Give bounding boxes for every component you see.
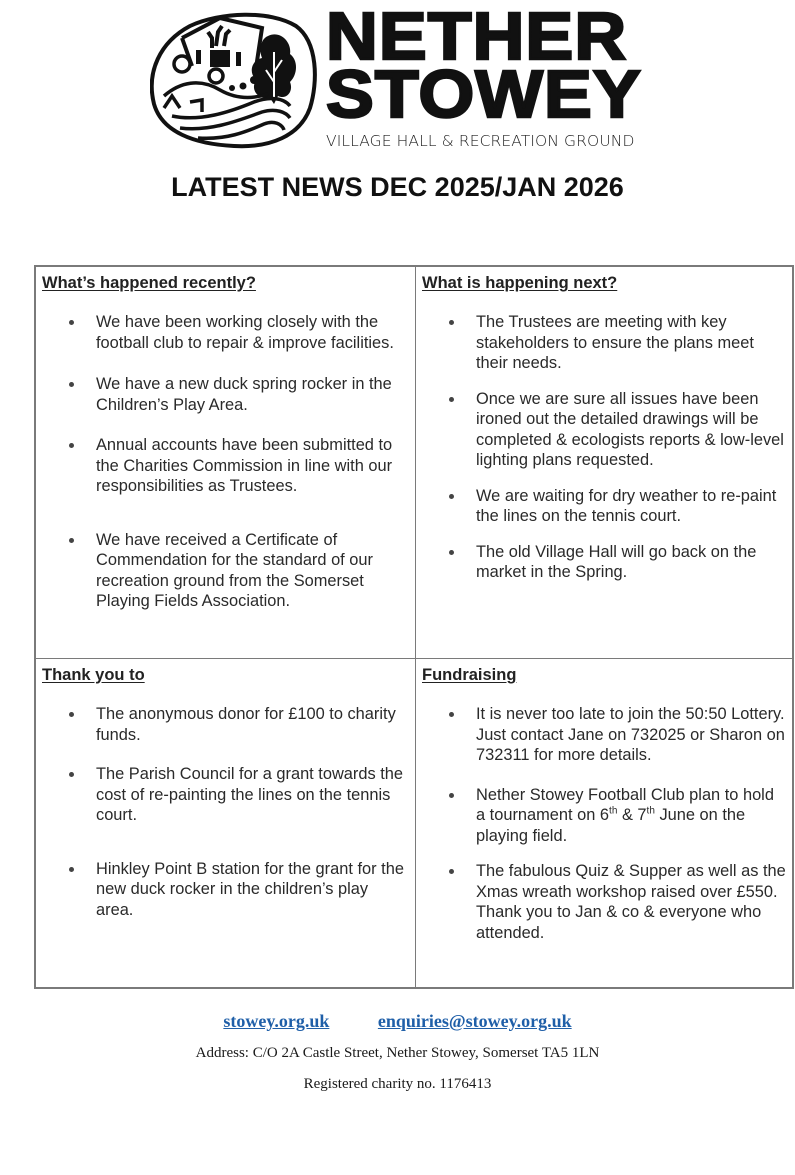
ordinal-suffix: th (609, 805, 618, 817)
bullet-icon (449, 494, 454, 499)
section-list (422, 312, 786, 583)
text-part: Nether Stowey Football Club plan to hold a tournament on 6 (476, 785, 774, 824)
bullet-icon (449, 320, 454, 325)
section-fundraising (416, 659, 792, 987)
list-item-text: We have been working closely with the football club to repair & improve facilities. (96, 313, 394, 352)
list-item-text: The Parish Council for a grant towards the cost of re-painting the lines on the tennis court. (96, 765, 404, 824)
section-heading: Thank you to (42, 666, 145, 684)
list-item (42, 374, 409, 415)
list-item-text (476, 786, 774, 845)
list-item (42, 435, 409, 497)
bullet-icon (69, 320, 74, 325)
list-item (422, 389, 786, 471)
list-item (422, 542, 786, 583)
list-item (42, 312, 409, 353)
bullet-icon (449, 550, 454, 555)
website-link[interactable]: stowey.org.uk (223, 1011, 330, 1031)
bullet-icon (449, 712, 454, 717)
section-heading: What’s happened recently? (42, 274, 256, 292)
bullet-icon (69, 538, 74, 543)
section-happening-next (416, 267, 792, 659)
bullet-icon (69, 382, 74, 387)
list-item-text: The old Village Hall will go back on the market in the Spring. (476, 542, 757, 581)
brand-line-1: NETHER (326, 0, 628, 74)
brand-line-2: STOWEY (326, 57, 642, 132)
bullet-icon (69, 867, 74, 872)
email-link[interactable]: enquiries@stowey.org.uk (377, 1011, 572, 1031)
page-title: LATEST NEWS DEC 2025/JAN 2026 (171, 172, 624, 202)
text-part: June on the playing field. (476, 806, 746, 845)
list-item-text: We are waiting for dry weather to re-paint the lines on the tennis court. (476, 486, 777, 525)
address-text: Address: C/O 2A Castle Street, Nether Stowey, Somerset TA5 1LN (195, 1045, 600, 1061)
brand-wordmark (326, 0, 646, 150)
news-table (34, 265, 794, 989)
village-emblem-icon (150, 12, 318, 152)
list-item (42, 704, 409, 745)
charity-number: Registered charity no. 1176413 (303, 1076, 492, 1092)
bullet-icon (69, 772, 74, 777)
list-item-text: The anonymous donor for £100 to charity funds. (96, 705, 396, 744)
list-item-text: It is never too late to join the 50:50 Lottery. Just contact Jane on 732025 or Sharon on 732311 for more details. (476, 705, 785, 764)
list-item-text: Once we are sure all issues have been ironed out the detailed drawings will be completed & ecologists reports & low-level lighting plans requested. (476, 389, 784, 469)
list-item (42, 764, 409, 826)
list-item (422, 704, 786, 766)
section-list (422, 704, 786, 943)
section-list (42, 704, 409, 920)
list-item-text: We have received a Certificate of Commendation for the standard of our recreation ground from the Somerset Playing Fields Association. (96, 530, 373, 610)
section-thank-you (36, 659, 416, 987)
list-item-text: The fabulous Quiz & Supper as well as the Xmas wreath workshop raised over £550. Thank you to Jan & co & everyone who attended. (476, 862, 786, 942)
brand-subtitle: VILLAGE HALL & RECREATION GROUND (326, 132, 635, 150)
list-item-text: Hinkley Point B station for the grant for the new duck rocker in the children’s play area. (96, 859, 404, 919)
bullet-icon (449, 397, 454, 402)
bullet-icon (449, 869, 454, 874)
bullet-icon (449, 793, 454, 798)
list-item (422, 486, 786, 527)
list-item-text: The Trustees are meeting with key stakeholders to ensure the plans meet their needs. (476, 313, 754, 372)
list-item (422, 861, 786, 943)
text-part: & 7 (617, 806, 647, 824)
list-item (422, 312, 786, 374)
list-item-text: We have a new duck spring rocker in the Children’s Play Area. (96, 375, 392, 414)
section-happened-recently (36, 267, 416, 659)
list-item (422, 785, 786, 847)
bullet-icon (69, 712, 74, 717)
section-list (42, 312, 409, 612)
list-item-text: Annual accounts have been submitted to the Charities Commission in line with our responsibilities as Trustees. (96, 436, 393, 495)
list-item (42, 530, 409, 612)
footer-links (0, 1011, 795, 1032)
section-heading: Fundraising (422, 666, 517, 684)
section-heading: What is happening next? (422, 274, 618, 292)
list-item (42, 859, 409, 921)
ordinal-suffix: th (646, 805, 655, 817)
bullet-icon (69, 443, 74, 448)
